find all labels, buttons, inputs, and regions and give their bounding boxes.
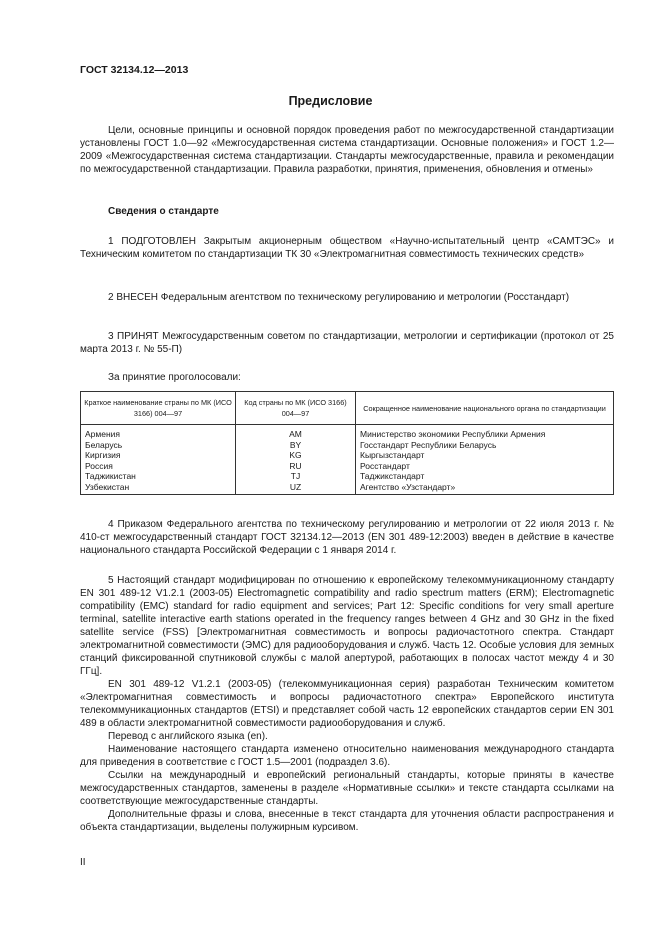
item-5 [80, 574, 614, 834]
item-1 [80, 235, 614, 261]
page-number: II [80, 857, 86, 868]
item-3-text: 3 ПРИНЯТ Межгосударственным советом по стандартизации, метрологии и сертификации (протокол от 25 марта 2013 г. № 55-П) [80, 331, 614, 355]
item-2-text: 2 ВНЕСЕН Федеральным агентством по техническому регулированию и метрологии (Росстандарт) [108, 292, 570, 303]
item-3 [80, 330, 614, 356]
table-header-row [81, 392, 614, 425]
country-cell: Узбекистан [81, 482, 236, 495]
country-cell: Россия [81, 461, 236, 472]
body-cell: Росстандарт [356, 461, 614, 472]
body-cell: Госстандарт Республики Беларусь [356, 440, 614, 451]
table-header-body: Сокращенное наименование национального органа по стандартизации [356, 392, 614, 425]
item-5-para-1: 5 Настоящий стандарт модифицирован по отношению к европейскому телекоммуникационному стандарту EN 301 489-12 V1.2.1 (2003-05) Electromagnetic compatibility and radio spectrum matters (ERM); Electromagnetic compatibility (EMC) standard for radio equipment and services; Part 12: Specific conditions for very small aperture terminal, satellite interactive earth stations operated in the frequency ranges between 4 GHz and 30 GHz in the fixed satellite service (FSS) [Электромагнитная совместимость и вопросы радиочастотного спектра. Стандарт электромагнитной совместимости (ЭМС) для радиооборудования и служб. Часть 12. Особые условия для земных станций фиксированной спутниковой службы с малой апертурой, работающих в полосах частот между 4 и 30 ГГц]. [80, 575, 614, 677]
document-code: ГОСТ 32134.12—2013 [80, 64, 189, 76]
table-row [81, 450, 614, 461]
item-5-para-5: Ссылки на международный и европейский региональный стандарты, которые приняты в качестве межгосударственных стандартов, заменены в разделе «Нормативные ссылки» и тексте стандарта ссылками на соответствующие межгосударственные стандарты. [80, 770, 614, 807]
code-cell: BY [236, 440, 356, 451]
table-row [81, 482, 614, 495]
code-cell: AM [236, 425, 356, 440]
country-cell: Киргизия [81, 450, 236, 461]
code-cell: TJ [236, 471, 356, 482]
section-title: Сведения о стандарте [108, 206, 219, 217]
intro-text: Цели, основные принципы и основной порядок проведения работ по межгосударственной стандартизации установлены ГОСТ 1.0—92 «Межгосударственная система стандартизации. Основные положения» и ГОСТ 1.2—2009 «Межгосударственная система стандартизации. Стандарты межгосударственные, правила и рекомендации по межгосударственной стандартизации. Правила разработки, принятия, применения, обновления и отмены» [80, 125, 614, 175]
page-title: Предисловие [288, 94, 373, 108]
table-header-country: Краткое наименование страны по МК (ИСО 3166) 004—97 [81, 392, 236, 425]
voted-label: За принятие проголосовали: [108, 372, 241, 383]
country-cell: Беларусь [81, 440, 236, 451]
body-cell: Кыргызстандарт [356, 450, 614, 461]
item-5-para-6: Дополнительные фразы и слова, внесенные в текст стандарта для уточнения области распространения и объекта стандартизации, выделены полужирным курсивом. [80, 809, 614, 833]
country-cell: Армения [81, 425, 236, 440]
table-row [81, 425, 614, 440]
code-cell: RU [236, 461, 356, 472]
code-cell: UZ [236, 482, 356, 495]
body-cell: Министерство экономики Республики Армения [356, 425, 614, 440]
code-cell: KG [236, 450, 356, 461]
table-row [81, 440, 614, 451]
item-2 [80, 291, 614, 304]
item-4-text: 4 Приказом Федерального агентства по техническому регулированию и метрологии от 22 июля 2013 г. № 410-ст межгосударственный стандарт ГОСТ 32134.12—2013 (EN 301 489-12:2003) введен в действие в качестве национального стандарта Российской Федерации с 1 января 2014 г. [80, 519, 614, 556]
table-row [81, 461, 614, 472]
table-header-code: Код страны по МК (ИСО 3166) 004—97 [236, 392, 356, 425]
body-cell: Агентство «Узстандарт» [356, 482, 614, 495]
item-1-text: 1 ПОДГОТОВЛЕН Закрытым акционерным обществом «Научно-испытательный центр «САМТЭС» и Техническим комитетом по стандартизации ТК 30 «Электромагнитная совместимость технических средств» [80, 236, 614, 260]
item-5-para-2: EN 301 489-12 V1.2.1 (2003-05) (телекоммуникационная серия) разработан Техническим комитетом «Электромагнитная совместимость и вопросы радиочастотного спектра» Европейского института телекоммуникационных стандартов (ETSI) и представляет собой часть 12 европейских стандартов серии EN 301 489 в области электромагнитной совместимости радиооборудования и служб. [80, 679, 614, 729]
item-5-para-4: Наименование настоящего стандарта изменено относительно наименования международного стандарта для приведения в соответствие с ГОСТ 1.5—2001 (подраздел 3.6). [80, 744, 614, 768]
intro-paragraph [80, 124, 614, 176]
item-4 [80, 518, 614, 557]
item-5-para-3: Перевод с английского языка (en). [108, 731, 268, 742]
country-cell: Таджикистан [81, 471, 236, 482]
voting-table [80, 391, 614, 495]
body-cell: Таджикстандарт [356, 471, 614, 482]
table-row [81, 471, 614, 482]
